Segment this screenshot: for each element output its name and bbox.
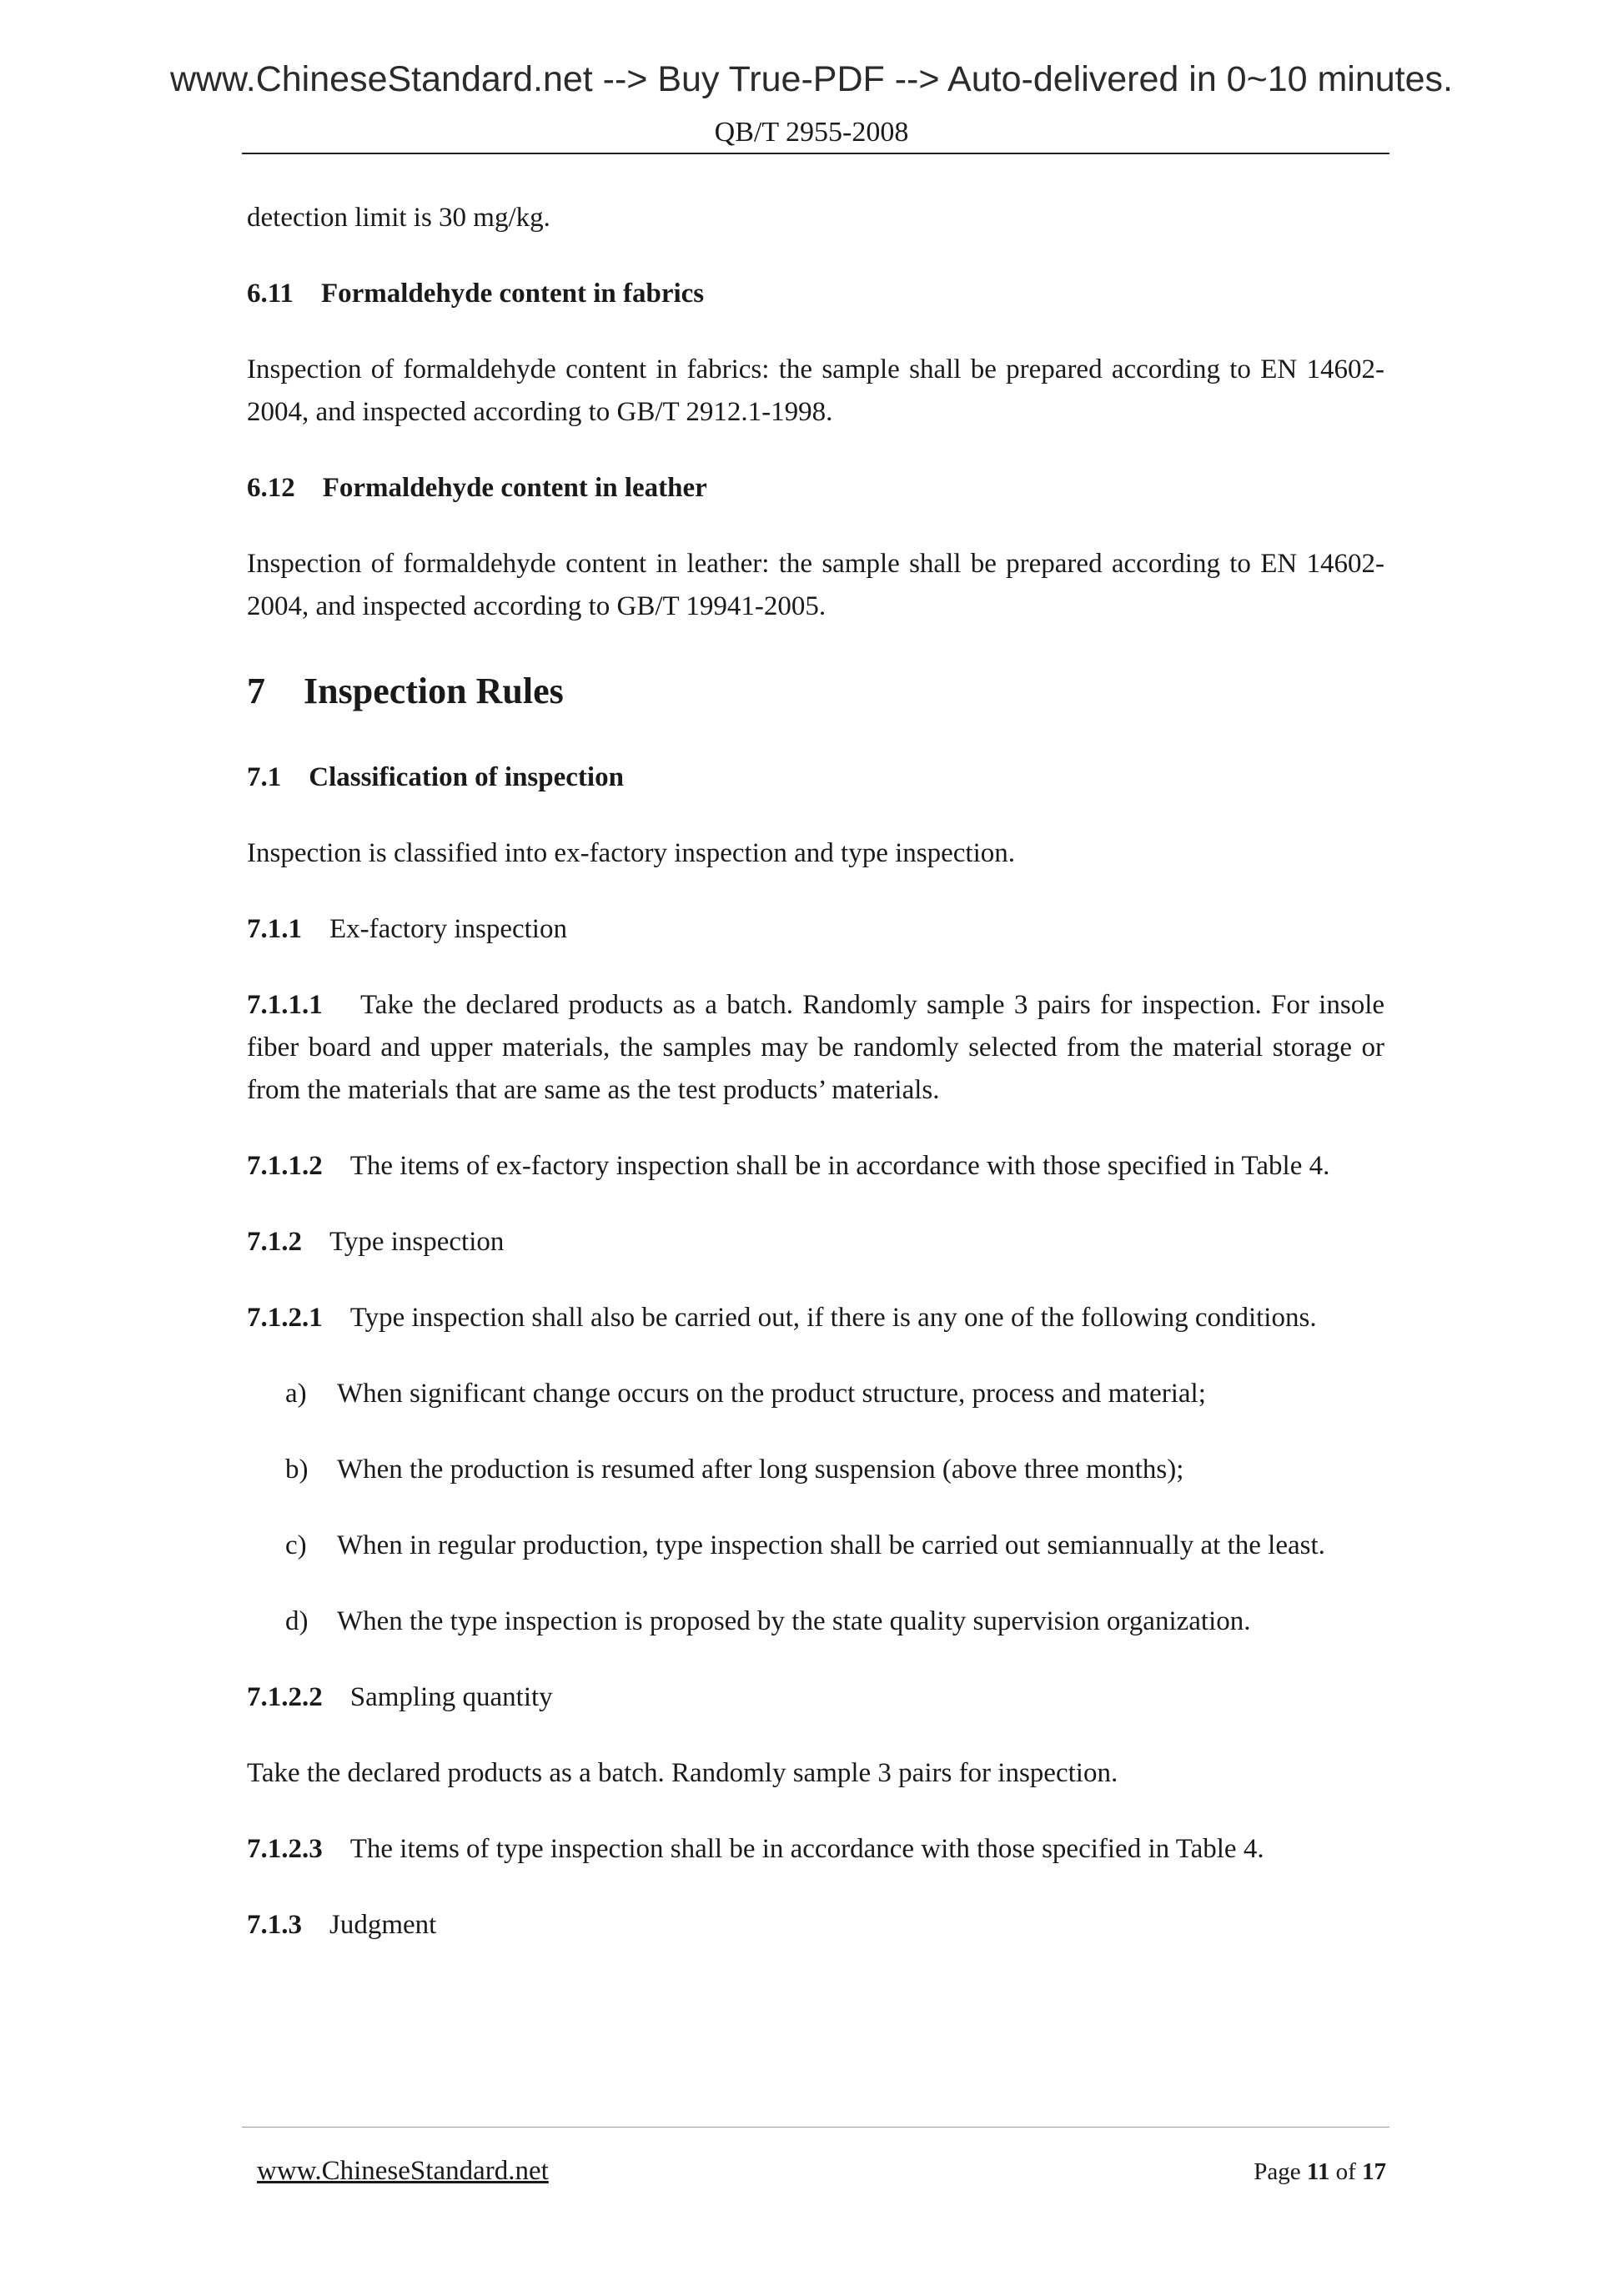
of-label: of <box>1335 2158 1356 2185</box>
list-marker: b) <box>285 1454 309 1485</box>
clause-6-11-text: Inspection of formaldehyde content in fabrics: the sample shall be prepared according to EN 14602-2004, and inspected according to GB/T 2912.1-1998. <box>247 354 1384 427</box>
header-rule <box>242 153 1389 154</box>
clause-number: 7.1.2.2 <box>247 1682 323 1712</box>
intro-text: detection limit is 30 mg/kg. <box>247 203 550 233</box>
list-item <box>247 1449 1384 1491</box>
standard-number: QB/T 2955-2008 <box>714 117 909 148</box>
clause-title: Type inspection <box>329 1227 505 1257</box>
clause-text: Sampling quantity <box>349 1682 553 1712</box>
clause-number: 7.1.2.1 <box>247 1303 323 1333</box>
clause-title: Formaldehyde content in fabrics <box>320 279 705 309</box>
list-marker: a) <box>285 1379 307 1409</box>
list-marker: c) <box>285 1530 307 1560</box>
footer-rule <box>242 2127 1389 2128</box>
clause-7-1-text: Inspection is classified into ex-factory inspection and type inspection. <box>247 838 1016 868</box>
clause-number: 7.1.1 <box>247 914 302 944</box>
clause-title: Judgment <box>329 1910 437 1940</box>
footer-website-link[interactable]: www.ChineseStandard.net <box>257 2156 549 2186</box>
clause-7-1-2-1 <box>247 1297 1384 1339</box>
list-text: When significant change occurs on the product structure, process and material; <box>337 1379 1206 1409</box>
clause-text: The items of type inspection shall be in accordance with those specified in Table 4. <box>349 1834 1264 1864</box>
clause-title: Classification of inspection <box>309 762 624 792</box>
clause-7-1-3-heading <box>247 1904 1384 1947</box>
clause-number: 7.1 <box>247 762 282 792</box>
clause-title: Ex-factory inspection <box>329 914 567 944</box>
clause-7-1-2-2 <box>247 1676 1384 1719</box>
clause-number: 7.1.2 <box>247 1227 302 1257</box>
clause-number: 7.1.2.3 <box>247 1834 323 1864</box>
list-item <box>247 1525 1384 1567</box>
section-7-heading <box>247 666 1384 716</box>
section-title: Inspection Rules <box>304 671 564 711</box>
total-pages: 17 <box>1362 2158 1386 2185</box>
list-text: When the type inspection is proposed by the state quality supervision organization. <box>337 1606 1251 1636</box>
list-item <box>247 1373 1384 1415</box>
clause-title: Formaldehyde content in leather <box>322 473 707 503</box>
list-item <box>247 1600 1384 1643</box>
clause-7-1-heading <box>247 756 1384 799</box>
clause-text: Type inspection shall also be carried out, if there is any one of the following conditions. <box>349 1303 1317 1333</box>
page-number <box>1254 2158 1386 2186</box>
clause-number: 7.1.1.2 <box>247 1151 323 1181</box>
list-text: When in regular production, type inspection shall be carried out semiannually at the least. <box>337 1530 1325 1560</box>
clause-6-12-text: Inspection of formaldehyde content in leather: the sample shall be prepared according to EN 14602-2004, and inspected according to GB/T 19941-2005. <box>247 549 1384 621</box>
clause-text: The items of ex-factory inspection shall be in accordance with those specified in Table 4. <box>349 1151 1330 1181</box>
clause-7-1-1-heading <box>247 908 1384 951</box>
clause-text: Take the declared products as a batch. Randomly sample 3 pairs for inspection. For insole fiber board and upper materials, the samples may be randomly selected from the material storage or from the materials that are same as the test products’ materials. <box>247 990 1385 1105</box>
clause-number: 6.12 <box>247 473 295 503</box>
clause-6-11-heading <box>247 273 1384 315</box>
page-label: Page <box>1254 2158 1301 2185</box>
clause-7-1-1-1 <box>247 984 1384 1112</box>
list-marker: d) <box>285 1606 309 1636</box>
clause-7-1-1-2 <box>247 1145 1384 1188</box>
clause-7-1-2-heading <box>247 1221 1384 1264</box>
top-banner: www.ChineseStandard.net --> Buy True-PDF --> Auto-delivered in 0~10 minutes. <box>169 59 1453 99</box>
clause-6-12-heading <box>247 467 1384 510</box>
clause-number: 7.1.3 <box>247 1910 302 1940</box>
section-number: 7 <box>247 671 265 711</box>
clause-7-1-2-3 <box>247 1828 1384 1871</box>
current-page: 11 <box>1306 2158 1330 2185</box>
clause-7-1-2-2-text: Take the declared products as a batch. Randomly sample 3 pairs for inspection. <box>247 1758 1118 1788</box>
clause-number: 7.1.1.1 <box>247 990 323 1020</box>
clause-number: 6.11 <box>247 279 294 309</box>
list-text: When the production is resumed after long suspension (above three months); <box>337 1454 1184 1485</box>
document-body <box>247 197 1384 1947</box>
